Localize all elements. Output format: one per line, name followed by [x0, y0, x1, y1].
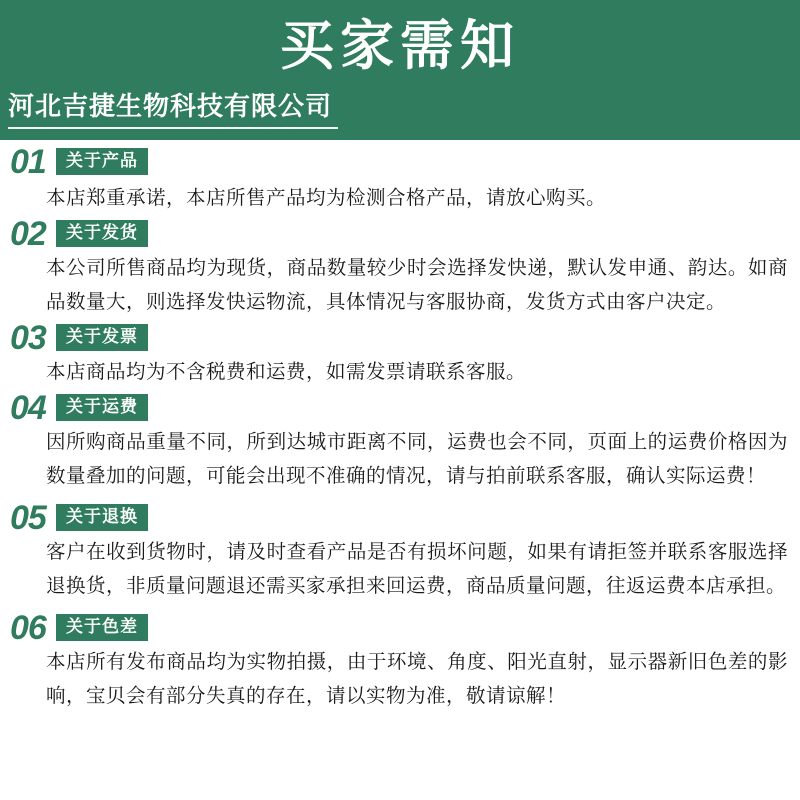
section-tag-color: 关于色差: [56, 614, 148, 641]
notice-section-returns: [10, 499, 790, 604]
section-tag-returns: 关于退换: [56, 504, 148, 531]
header-underline: [8, 127, 338, 129]
page-header: [0, 0, 800, 140]
notice-section-color: [10, 609, 790, 714]
section-tag-freight: 关于运费: [56, 394, 148, 421]
section-text-freight: 因所购商品重量不同，所到达城市距离不同，运费也会不同，页面上的运费价格因为数量叠加的问题，可能会出现不准确的情况，请与拍前联系客服，确认实际运费！: [46, 432, 788, 487]
page-title: 买家需知: [280, 16, 520, 76]
section-heading: [10, 499, 790, 537]
section-number: 05: [10, 499, 46, 537]
company-name: 河北吉捷生物科技有限公司: [8, 92, 333, 121]
section-number: 02: [10, 215, 46, 253]
section-text-shipping: 本公司所售商品均为现货，商品数量较少时会选择发快递，默认发申通、韵达。如商品数量大，则选择发快运物流，具体情况与客服协商，发货方式由客户决定。: [46, 258, 788, 313]
section-tag-shipping: 关于发货: [56, 220, 148, 247]
section-heading: [10, 143, 790, 181]
section-number: 04: [10, 389, 46, 427]
notice-section-freight: [10, 389, 790, 494]
section-number: 01: [10, 143, 46, 181]
notice-sections: [0, 140, 800, 714]
section-text-color: 本店所有发布商品均为实物拍摄，由于环境、角度、阳光直射，显示器新旧色差的影响，宝贝会有部分失真的存在，请以实物为准，敬请谅解！: [46, 652, 788, 707]
notice-section-invoice: [10, 319, 790, 390]
section-text-invoice: 本店商品均为不含税费和运费，如需发票请联系客服。: [46, 362, 527, 383]
section-tag-invoice: 关于发票: [56, 324, 148, 351]
section-heading: [10, 389, 790, 427]
section-number: 03: [10, 319, 46, 357]
notice-section-shipping: [10, 215, 790, 320]
section-heading: [10, 319, 790, 357]
section-heading: [10, 215, 790, 253]
section-tag-product: 关于产品: [56, 148, 148, 175]
section-text-product: 本店郑重承诺，本店所售产品均为检测合格产品，请放心购买。: [46, 188, 607, 209]
section-number: 06: [10, 609, 46, 647]
section-text-returns: 客户在收到货物时，请及时查看产品是否有损坏问题，如果有请拒签并联系客服选择退换货，非质量问题退还需买家承担来回运费，商品质量问题，往返运费本店承担。: [46, 542, 788, 597]
section-heading: [10, 609, 790, 647]
notice-section-product: [10, 143, 790, 216]
